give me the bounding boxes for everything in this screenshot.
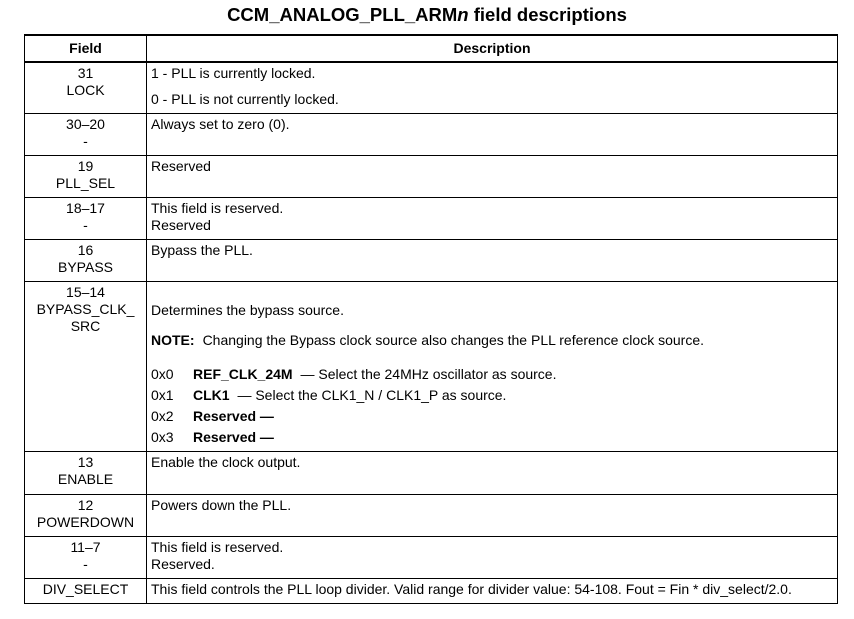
description-line: This field is reserved.: [151, 199, 284, 216]
field-cell: [25, 239, 147, 281]
description-cell: [147, 113, 838, 155]
table-row: [25, 197, 838, 239]
field-name: POWERDOWN: [36, 513, 135, 530]
table-row: [25, 62, 838, 113]
field-bits: 11–7: [70, 538, 101, 555]
table-row: [25, 451, 838, 494]
description-line: Powers down the PLL.: [151, 496, 292, 513]
field-bits: 30–20: [66, 115, 105, 132]
field-bits: 31: [77, 65, 94, 81]
field-bits: 15–14: [66, 283, 105, 300]
page-title: [0, 4, 854, 26]
description-cell: [147, 494, 838, 536]
title-italic: n: [457, 4, 469, 25]
table-row: [25, 536, 838, 578]
description-cell: [147, 197, 838, 239]
field-name: LOCK: [66, 82, 105, 98]
field-cell: [25, 155, 147, 197]
field-name: ENABLE: [57, 470, 114, 487]
option-code: 0x0: [151, 365, 174, 382]
field-name: DIV_SELECT: [42, 580, 129, 597]
field-cell: [25, 281, 147, 451]
description-cell: [147, 281, 838, 451]
description-cell: [147, 451, 838, 494]
field-bits: 13: [77, 453, 94, 470]
field-name-cont: SRC: [70, 317, 101, 334]
field-bits: 19: [77, 157, 94, 174]
option-code: 0x1: [151, 386, 174, 403]
note-label: NOTE:: [151, 331, 195, 348]
options-list: [151, 366, 833, 446]
option-text: — Select the 24MHz oscillator as source.: [296, 365, 557, 382]
option-code: 0x2: [151, 407, 174, 424]
description-line: Bypass the PLL.: [151, 241, 253, 258]
description-line: Always set to zero (0).: [151, 115, 290, 132]
field-cell: [25, 578, 147, 603]
field-cell: [25, 197, 147, 239]
option-item: [151, 408, 833, 425]
header-description: Description: [147, 35, 838, 62]
option-code: 0x3: [151, 428, 174, 445]
field-name: PLL_SEL: [55, 174, 116, 191]
field-descriptions-table: [24, 34, 838, 604]
description-line: Reserved: [151, 157, 211, 174]
description-line: Reserved.: [151, 555, 215, 572]
field-bits: 16: [77, 241, 94, 258]
option-name: Reserved —: [193, 407, 274, 424]
description-line: 0 - PLL is not currently locked.: [151, 91, 339, 107]
option-name: REF_CLK_24M: [193, 365, 293, 382]
table-row: [25, 494, 838, 536]
description-line: Enable the clock output.: [151, 453, 301, 470]
option-item: [151, 387, 833, 404]
note-block: [151, 332, 833, 349]
description-line: Determines the bypass source.: [151, 301, 344, 318]
description-cell: [147, 536, 838, 578]
option-name: CLK1: [193, 386, 230, 403]
description-cell: [147, 62, 838, 113]
field-cell: [25, 451, 147, 494]
table-row: [25, 239, 838, 281]
field-name: -: [83, 132, 88, 149]
field-bits: 12: [77, 496, 94, 513]
description-line: This field controls the PLL loop divider. Valid range for divider value: 54-108. Fout = Fin * div_select/2.0.: [151, 580, 792, 597]
description-line: This field is reserved.: [151, 538, 284, 555]
description-cell: [147, 239, 838, 281]
field-cell: [25, 113, 147, 155]
description-cell: [147, 578, 838, 603]
table-row: [25, 155, 838, 197]
field-name: -: [83, 216, 88, 233]
field-cell: [25, 494, 147, 536]
description-line: Reserved: [151, 216, 211, 233]
description-cell: [147, 155, 838, 197]
table-row: [25, 113, 838, 155]
title-suffix: field descriptions: [468, 4, 627, 25]
table-header-row: [25, 35, 838, 62]
option-item: [151, 366, 833, 383]
field-cell: [25, 536, 147, 578]
option-item: [151, 429, 833, 446]
table-row: [25, 281, 838, 451]
option-name: Reserved —: [193, 428, 274, 445]
title-prefix: CCM_ANALOG_PLL_ARM: [227, 4, 458, 25]
field-name: BYPASS: [58, 258, 113, 275]
option-text: — Select the CLK1_N / CLK1_P as source.: [233, 386, 507, 403]
field-name: BYPASS_CLK_: [36, 300, 135, 317]
note-text: Changing the Bypass clock source also changes the PLL reference clock source.: [202, 331, 704, 348]
field-name: -: [83, 555, 88, 572]
table-row: [25, 578, 838, 603]
header-field: Field: [25, 35, 147, 62]
description-line: 1 - PLL is currently locked.: [151, 65, 316, 81]
field-bits: 18–17: [66, 199, 105, 216]
field-cell: [25, 62, 147, 113]
